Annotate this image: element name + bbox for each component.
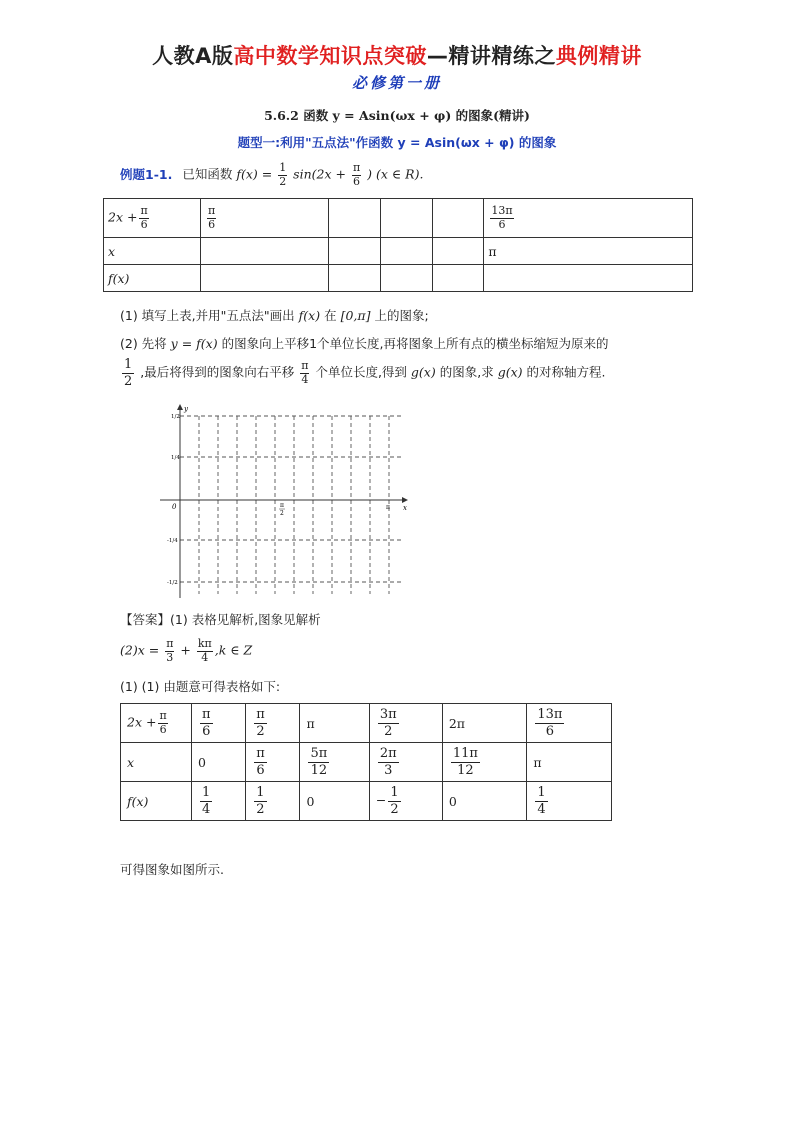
table-cell bbox=[380, 199, 432, 238]
table-cell: 2x + $\frac{\pi}{6}$ bbox=[104, 199, 201, 238]
table-cell: $\frac{13\pi}{6}$ bbox=[484, 199, 693, 238]
table-cell: f(x) bbox=[104, 265, 201, 292]
table-row bbox=[121, 782, 612, 821]
topic-heading: 题型一:利用"五点法"作函数 y = Asin(ωx + φ) 的图象 bbox=[237, 135, 557, 150]
table-cell bbox=[369, 782, 442, 821]
table-cell bbox=[380, 238, 432, 265]
table-cell bbox=[369, 743, 442, 782]
table-cell bbox=[328, 238, 380, 265]
table-cell bbox=[192, 782, 246, 821]
table-cell bbox=[328, 265, 380, 292]
tick-label-y: -1/4 bbox=[167, 538, 178, 544]
cell-value: 0 bbox=[448, 793, 457, 809]
table-row bbox=[104, 199, 693, 238]
document-subtitle: 必修第一册 bbox=[351, 74, 442, 92]
example-label: 例题1-1. bbox=[120, 166, 173, 182]
sin-close: ) bbox=[367, 166, 373, 182]
title-part-3: —精讲精练之 bbox=[426, 44, 556, 68]
example-statement bbox=[120, 162, 423, 188]
cell-fraction: $\frac{11\pi}{12}$ bbox=[452, 745, 478, 778]
table-cell bbox=[246, 782, 300, 821]
table-cell bbox=[192, 743, 246, 782]
cell-fraction: $\frac{13\pi}{6}$ bbox=[537, 706, 563, 739]
table-cell: x bbox=[104, 238, 201, 265]
cell-sign: − bbox=[375, 792, 387, 808]
tick-label-x-mid-den: 2 bbox=[280, 510, 284, 517]
sin-open: sin(2x + bbox=[293, 166, 350, 182]
table-cell: 2x + $\frac{\pi}{6}$ bbox=[121, 704, 192, 743]
title-part-2: 高中数学知识点突破 bbox=[233, 44, 427, 68]
coordinate-grid bbox=[158, 402, 410, 598]
answer-prefix: 【答案】 bbox=[120, 612, 171, 627]
table-cell bbox=[442, 704, 527, 743]
table-row bbox=[121, 743, 612, 782]
y-axis-label: y bbox=[184, 405, 188, 413]
table-cell bbox=[201, 265, 329, 292]
cell-fraction: $\frac{\pi}{6}$ bbox=[202, 706, 211, 739]
filled-value-table bbox=[120, 703, 612, 821]
table-row bbox=[104, 238, 693, 265]
tick-label-y: -1/2 bbox=[167, 580, 178, 586]
title-part-1: 人教A版 bbox=[152, 44, 234, 68]
cell-value: 0 bbox=[306, 793, 315, 809]
cell-fraction: $\frac{5\pi}{12}$ bbox=[310, 745, 328, 778]
x-tick-labels bbox=[279, 502, 390, 517]
cell-value: 2π bbox=[448, 715, 465, 731]
cell-fraction: $\frac{\pi}{2}$ bbox=[256, 706, 265, 739]
cell-fraction: $\frac{1}{4}$ bbox=[537, 784, 546, 817]
table-cell bbox=[432, 199, 484, 238]
table-cell bbox=[527, 782, 612, 821]
table-cell bbox=[432, 238, 484, 265]
question-2-line-2: $\frac{1}{2}$ ,最后将得到的图象向右平移 $\frac{\pi}{4}$ 个单位长度,得到 g(x) 的图象,求 g(x) 的对称轴方程. bbox=[124, 357, 606, 389]
table-cell bbox=[442, 782, 527, 821]
question-1: (1) 填写上表,并用"五点法"画出 f(x) 在 [0,π] 上的图象; bbox=[120, 308, 429, 323]
tick-label-y: 1/4 bbox=[171, 455, 180, 461]
tick-label-x-mid-num: π bbox=[280, 502, 284, 509]
table-cell: x bbox=[121, 743, 192, 782]
phase-fraction: $\frac{\pi}{6}$ bbox=[352, 161, 361, 188]
example-intro: 已知函数 bbox=[182, 166, 233, 182]
table-cell bbox=[380, 265, 432, 292]
table-cell bbox=[527, 743, 612, 782]
function-lhs: f(x) = bbox=[236, 166, 277, 182]
blank-value-table bbox=[103, 198, 693, 292]
answer-line-1: 【答案】(1) 表格见解析,图象见解析 bbox=[120, 612, 321, 627]
table-cell bbox=[442, 743, 527, 782]
answer-line-3: (1) (1) 由题意可得表格如下: bbox=[120, 679, 281, 694]
table-cell bbox=[527, 704, 612, 743]
table-cell bbox=[369, 704, 442, 743]
grid-lines bbox=[180, 416, 404, 594]
table-cell: π bbox=[484, 238, 693, 265]
cell-fraction: $\frac{1}{2}$ bbox=[390, 784, 399, 817]
answer-line-2: (2)x = $\frac{\pi}{3}$ + $\frac{k\pi}{4}$ ,k ∈ Z bbox=[120, 637, 253, 664]
table-cell bbox=[328, 199, 380, 238]
section-heading: 5.6.2 函数 y = Asin(ωx + φ) 的图象(精讲) bbox=[264, 108, 530, 123]
cell-value: π bbox=[306, 715, 315, 731]
table-row bbox=[121, 704, 612, 743]
cell-fraction: $\frac{\pi}{6}$ bbox=[256, 745, 265, 778]
coef-fraction: $\frac{1}{2}$ bbox=[279, 161, 287, 188]
table-cell bbox=[192, 704, 246, 743]
table-row bbox=[104, 265, 693, 292]
cell-fraction: $\frac{3\pi}{2}$ bbox=[379, 706, 397, 739]
title-part-4: 典例精讲 bbox=[555, 44, 642, 68]
tick-label-y: 1/2 bbox=[171, 414, 180, 420]
origin-label: 0 bbox=[172, 503, 177, 511]
closing-text: 可得图象如图所示. bbox=[120, 862, 224, 877]
table-cell bbox=[201, 238, 329, 265]
cell-value: π bbox=[533, 754, 542, 770]
document-title bbox=[0, 40, 794, 70]
table-cell: $\frac{\pi}{6}$ bbox=[201, 199, 329, 238]
question-2-line-1: (2) 先将 y = f(x) 的图象向上平移1个单位长度,再将图象上所有点的横坐标缩短为原来的 bbox=[120, 336, 609, 351]
table-cell bbox=[246, 743, 300, 782]
cell-fraction: $\frac{1}{4}$ bbox=[202, 784, 211, 817]
cell-fraction: $\frac{2\pi}{3}$ bbox=[379, 745, 397, 778]
cell-value: 0 bbox=[198, 754, 206, 770]
table-cell bbox=[300, 782, 369, 821]
table-cell bbox=[246, 704, 300, 743]
table-cell bbox=[432, 265, 484, 292]
tick-label-x-end: π bbox=[386, 504, 390, 511]
table-cell: f(x) bbox=[121, 782, 192, 821]
function-domain: (x ∈ R). bbox=[376, 166, 424, 182]
cell-fraction: $\frac{1}{2}$ bbox=[256, 784, 265, 817]
y-axis-arrow bbox=[177, 404, 183, 410]
table-cell bbox=[300, 704, 369, 743]
table-cell bbox=[484, 265, 693, 292]
table-cell bbox=[300, 743, 369, 782]
x-axis-label: x bbox=[403, 504, 407, 512]
x-axis-arrow bbox=[402, 497, 408, 503]
